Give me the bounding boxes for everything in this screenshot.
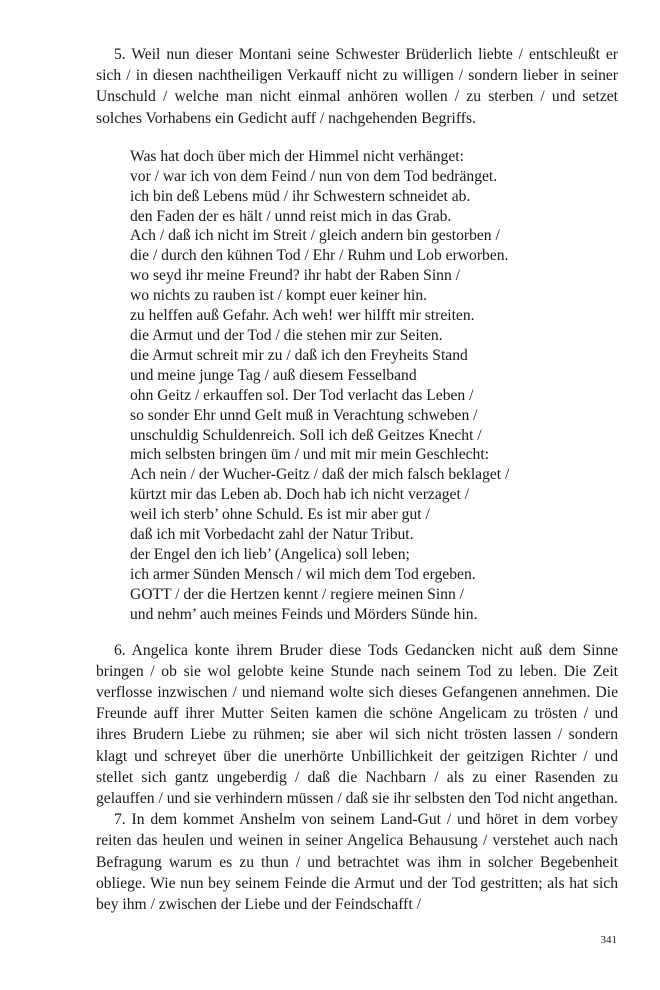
poem-line: und meine junge Tag / auß diesem Fesselband [130, 366, 417, 384]
poem-line: ohn Geitz / erkauffen sol. Der Tod verlacht das Leben / [130, 386, 474, 404]
paragraph-5: 5. Weil nun dieser Montani seine Schwester Brüderlich liebte / entschleußt er sich / in diesen nachtheiligen Verkauff nicht zu willigen / sondern lieber in seiner Unschuld / welche man nicht einmal anhören wollen / zu sterben / und setzet solches Vorhabens ein Gedicht auff / nachgehenden Begriffs. [96, 46, 618, 127]
poem-line: daß ich mit Vorbedacht zahl der Natur Tribut. [130, 526, 414, 544]
poem [130, 147, 618, 625]
poem-line: mich selbsten bringen üm / und mit mir mein Geschlecht: [130, 446, 490, 464]
poem-line: Was hat doch über mich der Himmel nicht verhänget: [130, 147, 464, 165]
poem-line: kürtzt mir das Leben ab. Doch hab ich nicht verzaget / [130, 486, 470, 504]
poem-line: weil ich sterb’ ohne Schuld. Es ist mir aber gut / [130, 506, 430, 524]
poem-line: GOTT / der die Hertzen kennt / regiere meinen Sinn / [130, 585, 465, 603]
poem-line: der Engel den ich lieb’ (Angelica) soll leben; [130, 545, 410, 563]
poem-line: wo seyd ihr meine Freund? ihr habt der Raben Sinn / [130, 267, 460, 285]
paragraph-7: 7. In dem kommet Anshelm von seinem Land-Gut / und höret in dem vorbey reiten das heulen und weinen in seiner Angelica Behausung / verstehet auch nach Befragung warum es zu thun / und betrachtet was ihm in solcher Begebenheit obliege. Wie nun bey seinem Feinde die Armut und der Tod gestritten; als hat sich bey ihm / zwischen der Liebe und der Feindschafft / [96, 811, 618, 913]
poem-line: so sonder Ehr unnd Gelt muß in Verachtung schweben / [130, 406, 478, 424]
poem-line: zu helffen auß Gefahr. Ach weh! wer hilfft mir streiten. [130, 307, 475, 325]
poem-line: die Armut und der Tod / die stehen mir zur Seiten. [130, 326, 443, 344]
page-number: 341 [600, 934, 617, 946]
poem-line: die / durch den kühnen Tod / Ehr / Ruhm und Lob erworben. [130, 247, 509, 265]
poem-line: Ach / daß ich nicht im Streit / gleich andern bin gestorben / [130, 227, 500, 245]
paragraph-6: 6. Angelica konte ihrem Bruder diese Tods Gedancken nicht auß dem Sinne bringen / ob sie wol gelobte keine Stunde nach seinem Tod zu leben. Die Zeit verflosse inzwischen / und niemand wolte sich dieses Gefangenen annehmen. Die Freunde auff ihrer Mutter Seiten kamen die schöne Angelicam zu trösten / und ihres Brudern Liebe zu rühmen; sie aber wil sich nicht trösten lassen / sondern klagt und schreyet über die unerhörte Unbillichkeit der geitzigen Richter / und stellet sich gantz ungeberdig / daß die Nachbarn / als zu einer Rasenden zu gelauffen / und sie verhindern müssen / daß sie ihr selbsten den Tod nicht angethan. [96, 641, 618, 807]
poem-line: und nehm’ auch meines Feinds und Mörders Sünde hin. [130, 605, 478, 623]
poem-line: Ach nein / der Wucher-Geitz / daß der mich falsch beklaget / [130, 466, 510, 484]
poem-line: die Armut schreit mir zu / daß ich den Freyheits Stand [130, 346, 468, 364]
poem-line: ich armer Sünden Mensch / wil mich dem Tod ergeben. [130, 565, 476, 583]
poem-line: den Faden der es hält / unnd reist mich in das Grab. [130, 207, 452, 225]
poem-line: wo nichts zu rauben ist / kompt euer keiner hin. [130, 287, 428, 305]
poem-line: unschuldig Schuldenreich. Soll ich deß Geitzes Knecht / [130, 426, 482, 444]
page-body [96, 44, 618, 915]
poem-line: ich bin deß Lebens müd / ihr Schwestern schneidet ab. [130, 187, 471, 205]
poem-line: vor / war ich von dem Feind / nun von dem Tod bedränget. [130, 167, 498, 185]
